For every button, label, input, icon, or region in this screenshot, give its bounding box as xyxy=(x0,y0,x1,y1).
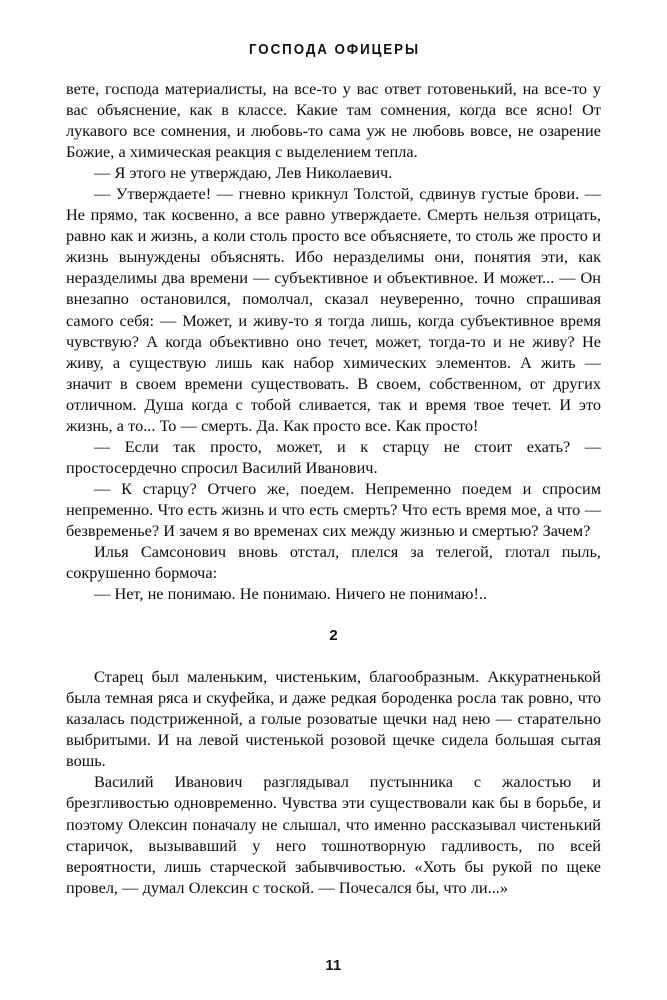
section-number: 2 xyxy=(329,627,338,645)
section-spacer-bottom xyxy=(66,646,601,666)
text-column xyxy=(66,78,601,898)
paragraph: — Если так просто, может, и к старцу не стоит ехать? — простосердечно спросил Василий Иванович. xyxy=(66,436,601,477)
page-number: 11 xyxy=(325,958,342,974)
paragraph: Илья Самсонович вновь отстал, плелся за телегой, глотал пыль, сокрушенно бормоча: xyxy=(66,542,601,583)
running-head: ГОСПОДА ОФИЦЕРЫ xyxy=(248,42,420,58)
paragraph: Старец был маленьким, чистеньким, благообразным. Аккуратненькой была темная ряса и скуфейка, и даже редкая бороденка росла так ровно, что казалась подстриженной, а голые розоватые щечки над нею — старательно выбритыми. И на левой чистенькой розовой щечке сидела большая сытая вошь. xyxy=(66,667,601,771)
paragraph: — Утверждаете! — гневно крикнул Толстой, сдвинув густые брови. — Не прямо, так косвенно, а все равно утверждаете. Смерть нельзя отрицать, равно как и жизнь, а коли столь просто все объясняете, то столь же просто и жизнь вынуждены объяснять. Ибо неразделимы они, понятия эти, как неразделимы два времени — субъективное и объективное. И может... — Он внезапно остановился, помолчал, сказал неуверенно, точно спрашивая самого себя: — Может, и живу-то я тогда лишь, когда субъективное время чувствую? А когда объективно оно течет, может, тогда-то и не живу? Не живу, а существую лишь как набор химических элементов. А жить — значит в своем времени существовать. В своем, собственном, от других отличном. Душа когда с тобой сливается, так и время твое течет. И это жизнь, а то... То — смерть. Да. Как просто все. Как просто! xyxy=(66,184,601,435)
paragraph: вете, господа материалисты, на все-то у вас ответ готовенький, на все-то у вас объяснение, как в классе. Какие там сомнения, когда все ясно! От лукавого все сомнения, и любовь-то сама уж не любовь вовсе, не озарение Божие, а химическая реакция с выделением тепла. xyxy=(66,79,601,162)
paragraph: — Я этого не утверждаю, Лев Николаевич. xyxy=(94,163,393,183)
paragraph: Василий Иванович разглядывал пустынника с жалостью и брезгливостью одновременно. Чувства эти существовали как бы в борьбе, и поэтому Олексин поначалу не слышал, что именно рассказывал чистенький старичок, вызывавший у него тошнотворную гадливость, по всей вероятности, лишь старческой забывчивостью. «Хоть бы рукой по щеке провел, — думал Олексин с тоской. — Почесался бы, что ли...» xyxy=(66,772,601,897)
section-spacer-top xyxy=(66,604,601,625)
paragraph: — Нет, не понимаю. Не понимаю. Ничего не понимаю!.. xyxy=(94,584,488,604)
paragraph: — К старцу? Отчего же, поедем. Непременно поедем и спросим непременно. Что есть жизнь и что есть смерть? Что есть время мое, а что — безвременье? И зачем я во временах сих между жизнью и смертью? Зачем? xyxy=(66,478,601,540)
